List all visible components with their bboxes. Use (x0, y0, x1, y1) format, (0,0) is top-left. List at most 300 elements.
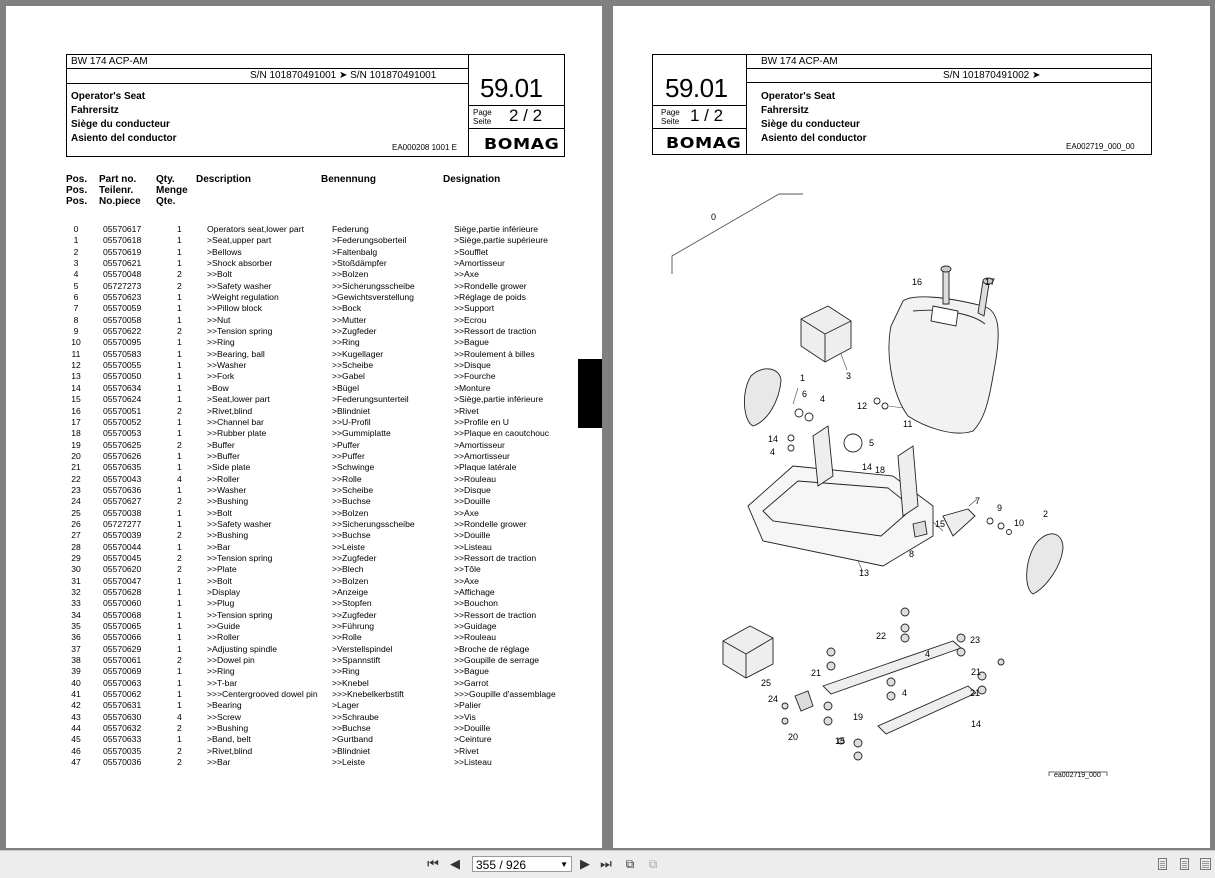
cell-description: >Shock absorber (207, 258, 273, 269)
page-label: Page Seite (473, 108, 492, 126)
cell-benennung: >Faltenbalg (332, 246, 378, 257)
cell-part-number: 05570048 (103, 269, 142, 280)
cell-part-number: 05570629 (103, 643, 142, 654)
cell-qty: 1 (177, 258, 182, 269)
cell-benennung: >>Ring (332, 337, 360, 348)
cell-part-number: 05570583 (103, 348, 142, 359)
last-page-icon[interactable]: ⏭ (600, 856, 612, 871)
table-row (64, 258, 556, 269)
cell-description: >>>Centergrooved dowel pin (207, 689, 318, 700)
cell-part-number: 05570620 (103, 564, 142, 575)
cell-qty: 2 (177, 564, 182, 575)
cell-pos: 3 (73, 258, 79, 269)
table-row (64, 428, 556, 439)
two-page-view-icon[interactable] (1200, 858, 1211, 870)
svg-text:18: 18 (875, 465, 886, 475)
cell-description: >>Washer (207, 484, 247, 495)
cell-qty: 1 (177, 632, 182, 643)
cell-part-number: 05570069 (103, 666, 142, 677)
cell-qty: 1 (177, 734, 182, 745)
cell-designation: >>Disque (454, 484, 491, 495)
col-head-ben: Benennung (321, 174, 376, 185)
col-head-desc: Description (196, 174, 252, 185)
cell-part-number: 05570621 (103, 258, 142, 269)
cell-pos: 45 (71, 734, 81, 745)
cell-part-number: 05570045 (103, 552, 142, 563)
table-row (64, 644, 556, 655)
cell-part-number: 05570058 (103, 314, 142, 325)
table-row (64, 451, 556, 462)
cell-pos: 10 (71, 337, 81, 348)
cell-pos: 46 (71, 745, 81, 756)
title-de: Fahrersitz (761, 105, 809, 116)
table-row (64, 303, 556, 314)
cell-benennung: >>Rolle (332, 632, 362, 643)
cell-benennung: >>Stopfen (332, 598, 372, 609)
cell-description: >>Dowel pin (207, 655, 255, 666)
cell-part-number: 05570050 (103, 371, 142, 382)
svg-text:4: 4 (925, 649, 931, 659)
cell-pos: 4 (73, 269, 79, 280)
cell-description: >>Buffer (207, 450, 240, 461)
cell-part-number: 05570623 (103, 292, 142, 303)
cell-designation: >>Garrot (454, 677, 489, 688)
table-row (64, 281, 556, 292)
table-row (64, 542, 556, 553)
cell-description: >Bow (207, 382, 229, 393)
cell-designation: >>Bague (454, 666, 489, 677)
cell-benennung: >>Rolle (332, 473, 362, 484)
table-row (64, 723, 556, 734)
cell-description: >>Bolt (207, 269, 232, 280)
right-title-block (652, 54, 1152, 155)
cell-qty: 1 (177, 598, 182, 609)
cell-part-number: 05570624 (103, 394, 142, 405)
cell-pos: 7 (73, 303, 79, 314)
cell-description: >>Rubber plate (207, 428, 267, 439)
cell-designation: >>Tôle (454, 564, 481, 575)
cell-benennung: >>Bolzen (332, 269, 369, 280)
cell-benennung: >Puffer (332, 439, 360, 450)
cell-qty: 1 (177, 337, 182, 348)
cell-pos: 28 (71, 541, 81, 552)
svg-text:23: 23 (970, 635, 981, 645)
svg-text:14: 14 (768, 434, 779, 444)
cell-benennung: >>Spannstift (332, 655, 381, 666)
cell-qty: 2 (177, 530, 182, 541)
cell-description: >>Tension spring (207, 609, 273, 620)
cell-qty: 1 (177, 224, 182, 234)
svg-text:8: 8 (909, 549, 915, 559)
cell-pos: 41 (71, 689, 81, 700)
table-row (64, 734, 556, 745)
table-row (64, 371, 556, 382)
cell-benennung: >Bügel (332, 382, 359, 393)
cell-benennung: >>Bolzen (332, 507, 369, 518)
cell-pos: 24 (71, 496, 81, 507)
cell-part-number: 05570060 (103, 598, 142, 609)
cell-pos: 15 (71, 394, 81, 405)
cell-benennung: >>Scheibe (332, 484, 374, 495)
cell-designation: >>Listeau (454, 541, 492, 552)
cell-designation: >>>Goupille d'assemblage (454, 689, 556, 700)
cell-description: >>Bolt (207, 507, 232, 518)
cell-description: >>Bearing, ball (207, 348, 265, 359)
cell-pos: 26 (71, 518, 81, 529)
table-row (64, 417, 556, 428)
cell-description: >Seat,upper part (207, 235, 272, 246)
col-head-pos: Pos. Pos. Pos. (66, 174, 88, 207)
cell-designation: >>Ecrou (454, 314, 487, 325)
svg-text:19: 19 (853, 712, 864, 722)
rotate-page-icon[interactable]: ⧉ (625, 857, 635, 871)
model-name: BW 174 ACP-AM (71, 56, 148, 67)
bomag-logo: BOMAG (666, 134, 742, 152)
cell-description: >Bearing (207, 700, 242, 711)
cell-qty: 1 (177, 292, 182, 303)
cell-pos: 44 (71, 723, 81, 734)
svg-text:1: 1 (800, 373, 806, 383)
cell-part-number: 05570622 (103, 326, 142, 337)
title-fr: Siège du conducteur (71, 119, 170, 130)
svg-text:22: 22 (876, 631, 887, 641)
cell-part-number: 05570631 (103, 700, 142, 711)
next-page-icon[interactable]: ▶ (580, 856, 590, 871)
cell-benennung: >>Buchse (332, 496, 371, 507)
cell-qty: 1 (177, 621, 182, 632)
cell-description: >Weight regulation (207, 292, 279, 303)
cell-qty: 2 (177, 723, 182, 734)
cell-benennung: >>Leiste (332, 541, 365, 552)
title-de: Fahrersitz (71, 105, 119, 116)
page-number-field[interactable]: 355 / 926 ▼ (472, 856, 572, 872)
cell-qty: 1 (177, 518, 182, 529)
exploded-parts-drawing (613, 176, 1210, 776)
table-row (64, 269, 556, 280)
cell-part-number: 05570627 (103, 496, 142, 507)
cell-benennung: >Stoßdämpfer (332, 258, 387, 269)
cell-qty: 1 (177, 348, 182, 359)
cell-designation: >>Rondelle grower (454, 280, 527, 291)
cell-qty: 2 (177, 496, 182, 507)
first-page-icon[interactable]: ⏮ (427, 856, 439, 871)
table-row (64, 247, 556, 258)
cell-description: >>Tension spring (207, 326, 273, 337)
table-row (64, 474, 556, 485)
svg-text:20: 20 (788, 732, 799, 742)
table-row (64, 553, 556, 564)
table-row (64, 508, 556, 519)
single-page-view-icon[interactable] (1158, 858, 1167, 870)
cell-qty: 1 (177, 700, 182, 711)
cell-description: >Rivet,blind (207, 745, 253, 756)
cell-qty: 1 (177, 303, 182, 314)
cell-designation: >>Bague (454, 337, 489, 348)
cell-benennung: >>Bolzen (332, 575, 369, 586)
parts-table (64, 224, 556, 769)
cell-part-number: 05570633 (103, 734, 142, 745)
table-row (64, 383, 556, 394)
table-row (64, 655, 556, 666)
cell-designation: >Monture (454, 382, 491, 393)
cell-designation: >>Roulement à billes (454, 348, 535, 359)
cell-qty: 1 (177, 666, 182, 677)
cell-designation: >Réglage de poids (454, 292, 526, 303)
cell-designation: >>Goupille de serrage (454, 655, 540, 666)
cell-description: >Display (207, 587, 241, 597)
cell-pos: 31 (71, 575, 81, 586)
cell-designation: >>Vis (454, 711, 476, 722)
cell-description: >Seat,lower part (207, 394, 270, 405)
cell-part-number: 05570035 (103, 745, 142, 756)
title-fr: Siège du conducteur (761, 119, 860, 130)
table-row (64, 666, 556, 677)
cell-designation: >>Disque (454, 360, 491, 371)
cell-designation: >>Rouleau (454, 632, 497, 643)
cell-benennung: >>Buchse (332, 723, 371, 734)
cell-qty: 1 (177, 462, 182, 473)
title-en: Operator's Seat (71, 91, 146, 102)
cell-qty: 2 (177, 655, 182, 666)
cell-description: >>Pillow block (207, 303, 262, 314)
svg-text:21: 21 (971, 667, 982, 677)
doc-code: EA002719_000_00 (1066, 142, 1135, 151)
cell-part-number: 05570052 (103, 416, 142, 427)
cell-description: >>Roller (207, 473, 240, 484)
copy-page-icon[interactable]: ⧉ (648, 857, 658, 871)
cell-description: >Rivet,blind (207, 405, 253, 416)
cell-designation: >Rivet (454, 405, 479, 416)
cell-qty: 2 (177, 280, 182, 291)
table-row (64, 349, 556, 360)
cell-pos: 22 (71, 473, 81, 484)
cell-pos: 29 (71, 552, 81, 563)
cell-qty: 1 (177, 428, 182, 439)
cell-designation: >>Guidage (454, 621, 497, 632)
cell-description: >>Screw (207, 711, 241, 722)
cell-description: >>Bar (207, 757, 231, 768)
cell-pos: 36 (71, 632, 81, 643)
cell-part-number: 05570059 (103, 303, 142, 314)
cell-pos: 25 (71, 507, 81, 518)
cell-qty: 4 (177, 473, 182, 484)
table-row (64, 496, 556, 507)
cell-benennung: >Gurtband (332, 734, 373, 745)
cell-pos: 6 (73, 292, 79, 303)
cell-designation: >>Ressort de traction (454, 552, 537, 563)
cell-pos: 19 (71, 439, 81, 450)
svg-text:24: 24 (768, 694, 779, 704)
svg-text:7: 7 (975, 496, 981, 506)
cell-benennung: >>Bock (332, 303, 362, 314)
cell-pos: 18 (71, 428, 81, 439)
cell-pos: 9 (73, 326, 79, 337)
cell-benennung: >>Knebel (332, 677, 369, 688)
cell-qty: 1 (177, 609, 182, 620)
cell-designation: >Siège,partie inférieure (454, 394, 544, 405)
cell-description: >>Bushing (207, 530, 249, 541)
svg-text:4: 4 (902, 688, 908, 698)
cell-pos: 33 (71, 598, 81, 609)
cell-part-number: 05570617 (103, 224, 142, 234)
cell-qty: 1 (177, 314, 182, 325)
cell-part-number: 05570618 (103, 235, 142, 246)
table-row (64, 689, 556, 700)
cell-designation: >>Bouchon (454, 598, 498, 609)
svg-text:3: 3 (846, 371, 852, 381)
cell-pos: 30 (71, 564, 81, 575)
cell-part-number: 05570626 (103, 450, 142, 461)
cell-designation: >Soufflet (454, 246, 489, 257)
cell-benennung: >>Kugellager (332, 348, 384, 359)
serial-number: S/N 101870491002 ➤ (943, 70, 1041, 81)
svg-text:16: 16 (912, 277, 923, 287)
cell-pos: 13 (71, 371, 81, 382)
cell-benennung: >>Zugfeder (332, 609, 377, 620)
cell-designation: >>Support (454, 303, 495, 314)
cell-part-number: 05570625 (103, 439, 142, 450)
prev-page-icon[interactable]: ◀ (450, 856, 460, 871)
table-row (64, 564, 556, 575)
cell-description: >>Washer (207, 360, 247, 371)
cell-qty: 1 (177, 541, 182, 552)
cell-benennung: >>Scheibe (332, 360, 374, 371)
cell-pos: 0 (73, 224, 79, 234)
svg-text:25: 25 (761, 678, 772, 688)
cell-qty: 1 (177, 507, 182, 518)
svg-text:0: 0 (711, 212, 717, 222)
cell-designation: >Amortisseur (454, 439, 505, 450)
cell-part-number: 05727277 (103, 518, 142, 529)
cell-part-number: 05727273 (103, 280, 142, 291)
cell-pos: 5 (73, 280, 79, 291)
cell-qty: 2 (177, 757, 182, 768)
cell-description: >>Channel bar (207, 416, 264, 427)
cell-description: >>Safety washer (207, 280, 272, 291)
cell-designation: >>Douille (454, 496, 491, 507)
cell-designation: >>Axe (454, 575, 479, 586)
table-row (64, 598, 556, 609)
model-name: BW 174 ACP-AM (761, 56, 838, 67)
svg-text:4: 4 (820, 394, 826, 404)
cell-part-number: 05570061 (103, 655, 142, 666)
cell-benennung: >Anzeige (332, 587, 369, 597)
bomag-logo: BOMAG (484, 135, 560, 153)
cell-pos: 35 (71, 621, 81, 632)
cell-benennung: >Schwinge (332, 462, 375, 473)
cell-pos: 27 (71, 530, 81, 541)
cell-benennung: >>U-Profil (332, 416, 371, 427)
svg-text:2: 2 (1043, 509, 1049, 519)
cell-designation: >Affichage (454, 587, 495, 597)
cell-pos: 40 (71, 677, 81, 688)
cell-designation: >>Profile en U (454, 416, 509, 427)
left-page (6, 6, 602, 848)
cell-pos: 12 (71, 360, 81, 371)
cell-pos: 32 (71, 587, 81, 597)
cell-part-number: 05570036 (103, 757, 142, 768)
cell-benennung: >>Gabel (332, 371, 365, 382)
table-row (64, 360, 556, 371)
cell-benennung: >Federungsunterteil (332, 394, 409, 405)
cell-designation: >Ceinture (454, 734, 492, 745)
svg-text:14: 14 (862, 462, 873, 472)
cell-designation: >Palier (454, 700, 481, 711)
cell-part-number: 05570043 (103, 473, 142, 484)
svg-text:12: 12 (857, 401, 868, 411)
cell-part-number: 05570063 (103, 677, 142, 688)
cell-qty: 1 (177, 587, 182, 597)
cell-description: >>Ring (207, 666, 235, 677)
cell-pos: 1 (73, 235, 79, 246)
cell-pos: 34 (71, 609, 81, 620)
svg-text:6: 6 (802, 389, 808, 399)
col-head-part: Part no. Teilenr. No.piece (99, 174, 141, 207)
table-row (64, 406, 556, 417)
table-row (64, 757, 556, 768)
cell-designation: >>Ressort de traction (454, 609, 537, 620)
table-row (64, 530, 556, 541)
cell-qty: 2 (177, 405, 182, 416)
cell-part-number: 05570632 (103, 723, 142, 734)
cell-benennung: Federung (332, 224, 369, 234)
continuous-view-icon[interactable] (1180, 858, 1189, 870)
title-en: Operator's Seat (761, 91, 836, 102)
table-row (64, 621, 556, 632)
cell-qty: 1 (177, 450, 182, 461)
cell-pos: 20 (71, 450, 81, 461)
cell-description: >>Roller (207, 632, 240, 643)
page-label: Page Seite (661, 108, 680, 126)
table-row (64, 337, 556, 348)
table-row (64, 678, 556, 689)
cell-description: >>Ring (207, 337, 235, 348)
cell-pos: 43 (71, 711, 81, 722)
cell-designation: >>Douille (454, 723, 491, 734)
cell-benennung: >>Leiste (332, 757, 365, 768)
cell-benennung: >>>Knebelkerbstift (332, 689, 404, 700)
cell-qty: 1 (177, 394, 182, 405)
cell-part-number: 05570635 (103, 462, 142, 473)
table-row (64, 235, 556, 246)
svg-text:9: 9 (997, 503, 1003, 513)
table-row (64, 315, 556, 326)
cell-designation: >Plaque latérale (454, 462, 517, 473)
cell-part-number: 05570619 (103, 246, 142, 257)
cell-part-number: 05570055 (103, 360, 142, 371)
cell-description: >>Bushing (207, 496, 249, 507)
group-number: 59.01 (665, 73, 728, 103)
drawing-reference: ea002719_000 (1054, 772, 1101, 779)
cell-description: >Band, belt (207, 734, 251, 745)
cell-qty: 1 (177, 360, 182, 371)
cell-benennung: >Verstellspindel (332, 643, 393, 654)
svg-text:10: 10 (1014, 518, 1025, 528)
table-row (64, 462, 556, 473)
cell-designation: Siège,partie inférieure (454, 224, 539, 234)
cell-description: >>Plug (207, 598, 235, 609)
cell-designation: >>Listeau (454, 757, 492, 768)
cell-designation: >>Amortisseur (454, 450, 510, 461)
cell-benennung: >>Buchse (332, 530, 371, 541)
page-indicator: 1 / 2 (690, 106, 724, 125)
group-number: 59.01 (480, 73, 543, 103)
table-row (64, 576, 556, 587)
cell-pos: 38 (71, 655, 81, 666)
cell-description: >Side plate (207, 462, 251, 473)
cell-qty: 1 (177, 689, 182, 700)
table-row (64, 394, 556, 405)
